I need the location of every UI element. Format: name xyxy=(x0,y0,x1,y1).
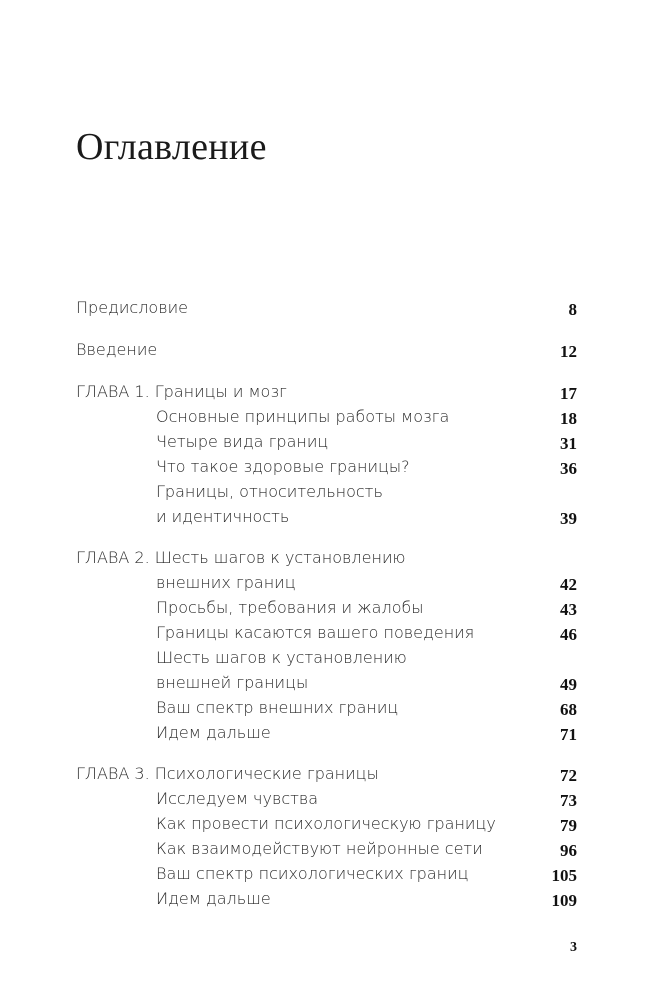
toc-entry-title: внешних границ xyxy=(156,573,296,592)
toc-entry-page: 8 xyxy=(568,300,577,319)
toc-subentry xyxy=(156,673,577,693)
toc-entry xyxy=(76,298,577,318)
toc-entry-page: 68 xyxy=(560,700,577,719)
toc-entry-page: 39 xyxy=(560,509,577,528)
toc-entry-title: Ваш спектр внешних границ xyxy=(156,698,399,717)
toc-entry-page: 73 xyxy=(560,791,577,810)
toc-subentry xyxy=(156,598,577,618)
toc-entry-page: 105 xyxy=(551,866,577,885)
toc-entry-page: 36 xyxy=(560,459,577,478)
toc-entry-title: Идем дальше xyxy=(156,889,271,908)
toc-entry-title: Шесть шагов к установлению xyxy=(156,648,407,667)
toc-entry-page: 79 xyxy=(560,816,577,835)
toc-entry-title: Основные принципы работы мозга xyxy=(156,407,450,426)
toc-entry-title: Идем дальше xyxy=(156,723,271,742)
toc-entry-title: Просьбы, требования и жалобы xyxy=(156,598,424,617)
toc-subentry xyxy=(156,573,577,593)
toc-subentry xyxy=(156,457,577,477)
toc-chapter xyxy=(76,764,577,784)
toc-entry-page: 109 xyxy=(551,891,577,910)
toc-subentry xyxy=(156,432,577,452)
toc-entry-title: Ваш спектр психологических границ xyxy=(156,864,469,883)
toc-entry-title: Четыре вида границ xyxy=(156,432,329,451)
toc-subentry xyxy=(156,814,577,834)
toc-entry-title: Как провести психологическую границу xyxy=(156,814,496,833)
toc-subentry xyxy=(156,698,577,718)
toc-entry-page: 17 xyxy=(560,384,577,403)
toc-subentry xyxy=(156,507,577,527)
toc-entry-title: Границы, относительность xyxy=(156,482,383,501)
toc-subentry xyxy=(156,648,577,668)
toc-entry-title: Что такое здоровые границы? xyxy=(156,457,410,476)
toc-chapter xyxy=(76,382,577,402)
toc-entry-title: ГЛАВА 2. Шесть шагов к установлению xyxy=(76,548,406,567)
toc-entry xyxy=(76,340,577,360)
page-number: 3 xyxy=(570,940,577,955)
toc-entry-page: 72 xyxy=(560,766,577,785)
toc-subentry xyxy=(156,482,577,502)
toc-entry-title: Исследуем чувства xyxy=(156,789,319,808)
toc-subentry xyxy=(156,889,577,909)
toc-entry-title: Предисловие xyxy=(76,298,188,317)
toc-entry-title: ГЛАВА 3. Психологические границы xyxy=(76,764,379,783)
toc-entry-page: 43 xyxy=(560,600,577,619)
toc-entry-title: и идентичность xyxy=(156,507,290,526)
toc-entry-page: 31 xyxy=(560,434,577,453)
toc-subentry xyxy=(156,407,577,427)
toc-entry-page: 71 xyxy=(560,725,577,744)
toc-entry-title: внешней границы xyxy=(156,673,309,692)
toc-entry-page: 42 xyxy=(560,575,577,594)
toc-entry-page: 18 xyxy=(560,409,577,428)
toc-subentry xyxy=(156,623,577,643)
toc-entry-page: 96 xyxy=(560,841,577,860)
toc-subentry xyxy=(156,839,577,859)
toc-subentry xyxy=(156,789,577,809)
toc-entry-page: 49 xyxy=(560,675,577,694)
toc-entry-title: Как взаимодействуют нейронные сети xyxy=(156,839,483,858)
toc-entry-page: 46 xyxy=(560,625,577,644)
toc-chapter xyxy=(76,548,577,568)
toc-subentry xyxy=(156,723,577,743)
page-title: Оглавление xyxy=(76,126,267,168)
toc-entry-title: Введение xyxy=(76,340,158,359)
toc-entry-title: ГЛАВА 1. Границы и мозг xyxy=(76,382,287,401)
toc-entry-title: Границы касаются вашего поведения xyxy=(156,623,475,642)
toc-subentry xyxy=(156,864,577,884)
toc-entry-page: 12 xyxy=(560,342,577,361)
